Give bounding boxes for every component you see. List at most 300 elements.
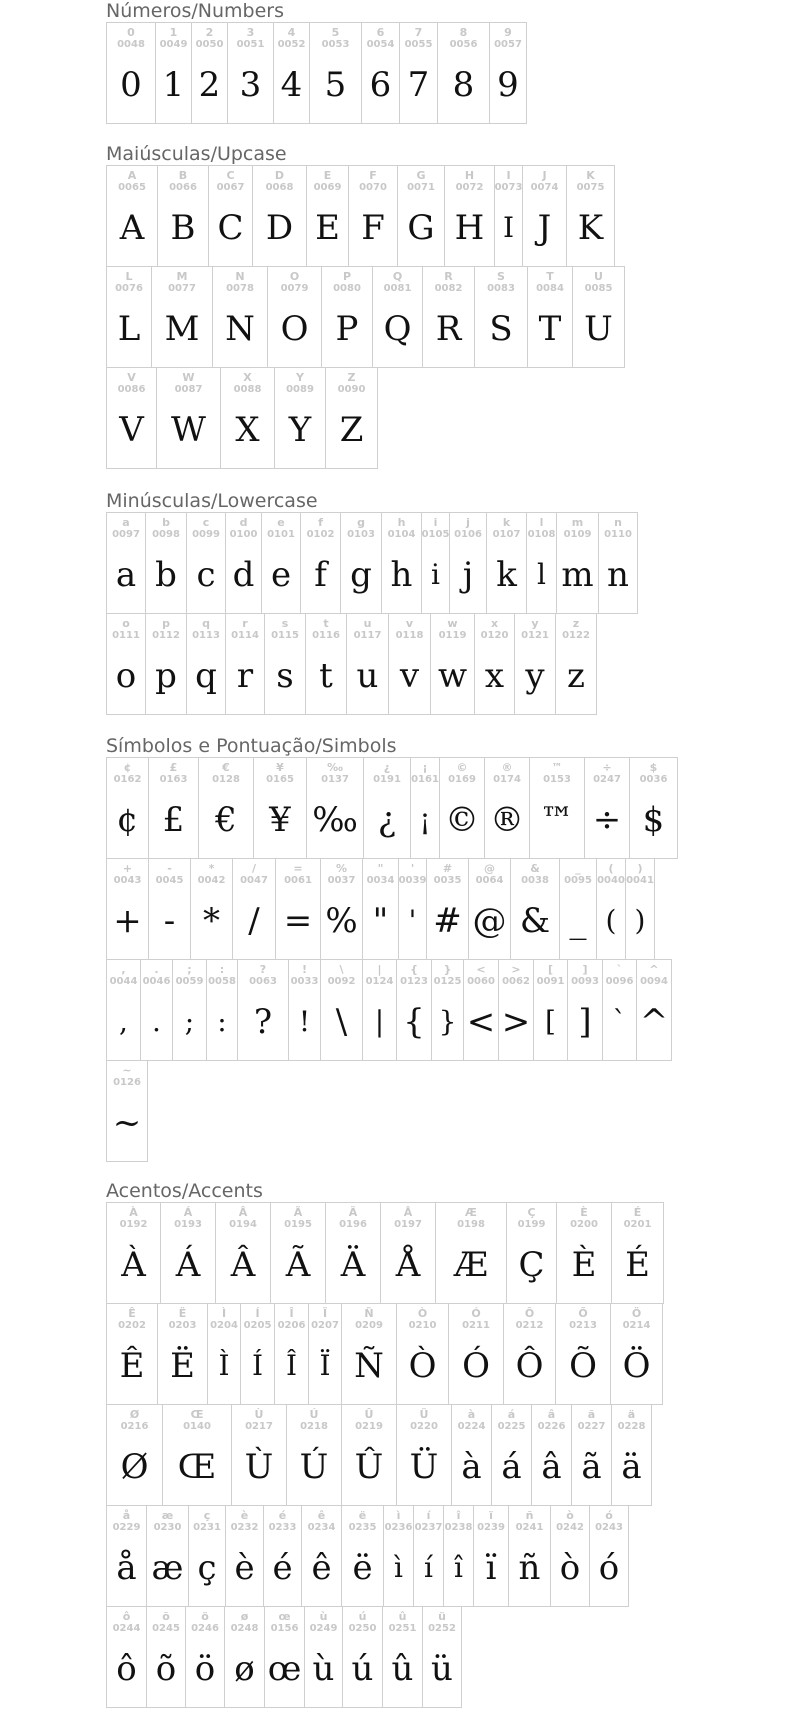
glyph-label: H [464,169,475,182]
glyph-sample: ^ [639,1002,669,1042]
glyph-label: * [208,862,215,875]
glyph-sample: ) [634,904,646,937]
glyph-label: è [240,1509,249,1522]
section-minusculas-lowercase [106,490,796,714]
glyph-sample: @ [472,901,507,941]
glyph-sample: Ø [120,1447,149,1487]
glyph-code: 0200 [570,1219,598,1230]
glyph-code: 0038 [521,875,549,886]
glyph-code: 0069 [313,182,342,193]
glyph-code: 0153 [543,774,571,785]
glyph-code: 0196 [339,1219,367,1230]
glyph-cell [263,1505,302,1607]
glyph-code: 0252 [428,1623,456,1634]
glyph-label: d [239,516,248,529]
glyph-cell [148,858,191,960]
glyph-code: 0107 [492,529,521,540]
glyph-sample: ò [559,1548,581,1588]
glyph-label: @ [484,862,495,875]
glyph-code: 0073 [494,182,523,193]
glyph-sample: å [116,1548,137,1588]
glyph-cell [602,959,637,1061]
glyph-cell [381,512,422,614]
glyph-code: 0119 [438,630,467,641]
glyph-label: m [571,516,584,529]
glyph-code: 0115 [271,630,299,641]
glyph-cell [362,959,397,1061]
glyph-code: 0126 [113,1077,141,1088]
glyph-code: 0060 [467,976,495,987]
glyph-cell [348,165,398,267]
glyph-label: x [490,617,499,630]
glyph-label: ú [358,1610,367,1623]
glyph-sample: ï [485,1548,497,1588]
section-title: Minúsculas/Lowercase [106,490,318,512]
glyph-label: ï [489,1509,493,1522]
glyph-code: 0161 [411,774,439,785]
glyph-sample: L [117,309,141,349]
glyph-label: Ø [129,1408,140,1421]
glyph-code: 0109 [563,529,592,540]
glyph-label: " [377,862,384,875]
glyph-sample: $ [642,800,665,840]
glyph-code: 0035 [433,875,462,886]
glyph-row [106,266,796,367]
glyph-cell [571,1404,612,1506]
glyph-sample: S [489,309,513,349]
glyph-sample: 3 [239,65,262,105]
glyph-sample: u [356,656,379,696]
glyph-code: 0074 [530,182,559,193]
glyph-sample: ™ [540,800,574,840]
glyph-code: 0206 [277,1320,306,1331]
glyph-label: y [531,617,539,630]
glyph-sample: Î [285,1349,298,1382]
glyph-cell [231,1404,287,1506]
glyph-code: 0072 [455,182,484,193]
glyph-sample: T [538,309,562,349]
glyph-code: 0057 [494,39,522,50]
glyph-code: 0045 [155,875,184,886]
glyph-label: . [154,963,159,976]
section-maiusculas-upcase [106,143,796,468]
glyph-sample: õ [155,1649,177,1689]
glyph-code: 0234 [307,1522,336,1533]
glyph-sample: Ô [515,1346,544,1386]
glyph-code: 0140 [183,1421,211,1432]
glyph-code: 0231 [193,1522,221,1533]
glyph-code: 0251 [388,1623,417,1634]
glyph-code: 0114 [231,630,259,641]
glyph-cell [106,1505,147,1607]
glyph-sample: ü [431,1649,453,1689]
glyph-label: \ [339,963,344,976]
glyph-sample: 9 [497,65,519,105]
glyph-code: 0106 [454,529,482,540]
glyph-cell [566,165,615,267]
glyph-sample: ¿ [377,800,397,840]
glyph-sample: ` [612,1005,627,1038]
glyph-label: © [456,761,468,774]
glyph-cell [225,512,262,614]
glyph-cell [514,613,556,715]
glyph-label: z [572,617,580,630]
glyph-label: ö [201,1610,209,1623]
glyph-cell [146,1505,189,1607]
glyph-sample: Ù [244,1447,274,1487]
glyph-code: 0213 [569,1320,597,1331]
glyph-cell [372,266,423,368]
glyph-code: 0036 [639,774,668,785]
glyph-sample: f [314,555,327,595]
glyph-cell [106,1202,161,1304]
glyph-sample: Œ [177,1447,217,1487]
glyph-label: ™ [551,761,563,774]
glyph-code: 0078 [226,283,254,294]
glyph-code: 0052 [277,39,306,50]
glyph-sample: # [433,901,462,941]
glyph-cell [522,165,567,267]
glyph-sample: ! [298,1005,311,1038]
glyph-sample: ô [116,1649,137,1689]
glyph-code: 0056 [449,39,478,50]
glyph-code: 0053 [321,39,350,50]
glyph-sample: + [113,901,142,941]
glyph-label: $ [649,761,658,774]
glyph-label: Î [289,1307,294,1320]
glyph-label: o [122,617,130,630]
glyph-code: 0212 [515,1320,544,1331]
section-title: Símbolos e Pontuação/Simbols [106,735,397,757]
glyph-cell [308,1303,342,1405]
glyph-code: 0064 [475,875,504,886]
glyph-code: 0094 [640,976,668,987]
glyph-cell [383,1505,414,1607]
glyph-label: Ì [221,1307,227,1320]
glyph-cell [531,1404,572,1506]
glyph-sample: q [195,656,217,696]
glyph-sample: ¢ [116,800,139,840]
glyph-code: 0162 [113,774,142,785]
glyph-cell [439,757,485,859]
glyph-sample: ] [578,1002,592,1042]
glyph-sample: É [625,1245,650,1285]
glyph-code: 0047 [240,875,268,886]
glyph-code: 0110 [604,529,632,540]
glyph-label: = [293,862,303,875]
glyph-code: 0096 [605,976,634,987]
glyph-sample: R [435,309,462,349]
glyph-cell [186,613,226,715]
glyph-cell [274,367,326,469]
glyph-cell [286,1404,342,1506]
glyph-sample: t [319,656,333,696]
glyph-code: 0243 [595,1522,623,1533]
glyph-code: 0054 [366,39,395,50]
glyph-sample: J [537,208,552,248]
glyph-cell [325,1202,381,1304]
glyph-row [106,512,796,613]
glyph-label: œ [278,1610,291,1623]
glyph-sample: ~ [112,1103,142,1143]
glyph-sample: X [235,410,260,450]
glyph-label: Ã [293,1206,303,1219]
glyph-cell [526,512,557,614]
glyph-sample: , [119,1005,128,1038]
glyph-cell [206,959,238,1061]
glyph-sample: e [270,555,292,595]
glyph-cell [151,266,213,368]
glyph-label: ã [587,1408,596,1421]
glyph-label: R [444,270,453,283]
glyph-cell [157,1303,208,1405]
glyph-cell [468,858,511,960]
glyph-sample: Ê [119,1346,145,1386]
glyph-code: 0041 [626,875,654,886]
glyph-label: j [466,516,470,529]
glyph-code: 0242 [556,1522,584,1533]
glyph-sample: g [350,555,372,595]
glyph-code: 0238 [444,1522,473,1533]
glyph-cell [264,1606,305,1708]
glyph-code: 0249 [309,1623,338,1634]
glyph-sample: È [571,1245,597,1285]
glyph-code: 0061 [284,875,312,886]
glyph-cell [572,266,625,368]
glyph-sample: œ [267,1649,302,1689]
glyph-cell [301,1505,342,1607]
glyph-sample: b [155,555,177,595]
glyph-sample: ? [253,1002,273,1042]
glyph-code: 0237 [414,1522,443,1533]
glyph-sample: j [462,555,474,595]
glyph-sample: = [283,901,313,941]
glyph-label: Ò [417,1307,428,1320]
glyph-sample: Â [230,1245,256,1285]
glyph-label: i [433,516,438,529]
glyph-cell [305,613,347,715]
glyph-sample: 1 [162,65,185,105]
glyph-cell [160,1202,216,1304]
glyph-label: Ñ [364,1307,374,1320]
glyph-cell [503,1303,556,1405]
glyph-sample: Á [175,1245,201,1285]
glyph-cell [186,512,226,614]
glyph-label: C [226,169,235,182]
glyph-sample: B [170,208,196,248]
glyph-sample: é [272,1548,293,1588]
glyph-label: Æ [465,1206,477,1219]
glyph-code: 0076 [115,283,143,294]
glyph-sample: : [217,1005,227,1038]
glyph-cell [146,1606,186,1708]
glyph-cell [382,1606,423,1708]
glyph-cell [208,165,253,267]
glyph-label: ^ [649,963,659,976]
glyph-code: 0124 [365,976,394,987]
glyph-label: Ó [471,1307,481,1320]
glyph-cell [140,959,173,1061]
glyph-cell [610,1303,663,1405]
glyph-label: á [507,1408,516,1421]
glyph-code: 0137 [321,774,349,785]
glyph-code: 0193 [174,1219,202,1230]
glyph-row [106,1505,796,1606]
glyph-row [106,367,796,468]
glyph-code: 0194 [229,1219,257,1230]
glyph-label: U [594,270,603,283]
glyph-code: 0247 [593,774,621,785]
glyph-code: 0082 [434,283,463,294]
glyph-label: Á [183,1206,193,1219]
glyph-cell [589,1505,629,1607]
glyph-code: 0217 [245,1421,273,1432]
glyph-code: 0085 [584,283,613,294]
glyph-label: 2 [205,26,214,39]
glyph-cell [437,22,490,124]
glyph-code: 0108 [527,529,556,540]
glyph-cell [474,266,528,368]
glyph-label: È [580,1206,588,1219]
glyph-label: c [202,516,210,529]
glyph-sample: ® [490,800,524,840]
glyph-code: 0220 [410,1421,438,1432]
glyph-cell [306,757,364,859]
glyph-cell [106,1060,148,1162]
glyph-label: < [476,963,486,976]
glyph-sample: i [431,558,440,591]
glyph-label: l [539,516,544,529]
glyph-label: ® [501,761,513,774]
glyph-label: & [530,862,540,875]
glyph-cell [435,1202,507,1304]
glyph-sample: Æ [453,1245,489,1285]
glyph-cell [341,1505,384,1607]
glyph-row [106,613,796,714]
glyph-label: r [242,617,248,630]
glyph-sample: % [325,901,358,941]
glyph-cell [611,1404,652,1506]
glyph-code: 0224 [457,1421,486,1432]
glyph-cell [341,1404,397,1506]
glyph-label: > [511,963,521,976]
glyph-label: D [274,169,285,182]
glyph-row [106,1202,796,1303]
glyph-sample: M [164,309,200,349]
glyph-cell [106,367,157,469]
glyph-code: 0089 [286,384,314,395]
glyph-sample: ä [621,1447,642,1487]
glyph-label: | [377,963,382,976]
glyph-cell [362,858,399,960]
glyph-cell [550,1505,590,1607]
glyph-cell [188,1505,226,1607]
glyph-cell [422,1606,462,1708]
glyph-sample: Y [288,410,312,450]
glyph-cell [396,1303,449,1405]
glyph-row [106,1303,796,1404]
glyph-sample: Z [339,410,364,450]
glyph-code: 0111 [112,630,140,641]
glyph-label: Û [364,1408,374,1421]
glyph-sample: V [119,410,144,450]
glyph-label: Œ [190,1408,204,1421]
glyph-cell [106,959,141,1061]
glyph-label: K [586,169,595,182]
glyph-cell [190,858,233,960]
glyph-sample: v [399,656,420,696]
glyph-sample: K [577,208,604,248]
glyph-code: 0092 [327,976,356,987]
glyph-sample: 4 [280,65,303,105]
glyph-code: 0098 [152,529,180,540]
glyph-code: 0058 [208,976,236,987]
glyph-sample: ö [194,1649,216,1689]
glyph-cell [106,22,156,124]
glyph-label: ¥ [276,761,284,774]
glyph-label: 1 [169,26,178,39]
glyph-cell [106,1404,163,1506]
glyph-code: 0068 [265,182,294,193]
glyph-code: 0163 [159,774,188,785]
glyph-sample: 0 [120,65,142,105]
glyph-sample: z [567,656,585,696]
glyph-sample: ‰ [312,800,358,840]
glyph-code: 0118 [395,630,424,641]
glyph-label: q [202,617,210,630]
glyph-label: û [398,1610,407,1623]
glyph-cell [596,858,626,960]
glyph-label: W [182,371,195,384]
glyph-cell [304,1606,343,1708]
glyph-code: 0218 [300,1421,328,1432]
glyph-cell [443,1505,474,1607]
glyph-code: 0095 [564,875,592,886]
glyph-code: 0229 [112,1522,141,1533]
glyph-label: , [121,963,126,976]
glyph-sample: ø [234,1649,255,1689]
section-numeros-numbers [106,0,796,123]
glyph-label: + [122,862,133,875]
glyph-cell [451,1404,492,1506]
glyph-code: 0239 [477,1522,505,1533]
glyph-cell [106,757,149,859]
glyph-sample: " [372,901,389,941]
glyph-label: Ô [524,1307,535,1320]
glyph-row [106,1404,796,1505]
glyph-sample: p [155,656,177,696]
glyph-cell [559,858,597,960]
glyph-cell [396,1404,452,1506]
glyph-cell [555,1303,611,1405]
glyph-sample: ÷ [592,800,622,840]
glyph-code: 0120 [480,630,509,641]
glyph-code: 0128 [212,774,240,785]
glyph-row [106,165,796,266]
glyph-code: 0099 [192,529,220,540]
glyph-sample: E [315,208,340,248]
glyph-code: 0091 [536,976,565,987]
glyph-label: V [127,371,136,384]
glyph-cell [155,22,192,124]
glyph-sample: d [232,555,255,595]
glyph-code: 0245 [152,1623,180,1634]
glyph-sample: ì [394,1551,403,1584]
glyph-cell [227,22,274,124]
glyph-cell [629,757,678,859]
glyph-code: 0083 [487,283,515,294]
section-title: Maiúsculas/Upcase [106,143,287,165]
